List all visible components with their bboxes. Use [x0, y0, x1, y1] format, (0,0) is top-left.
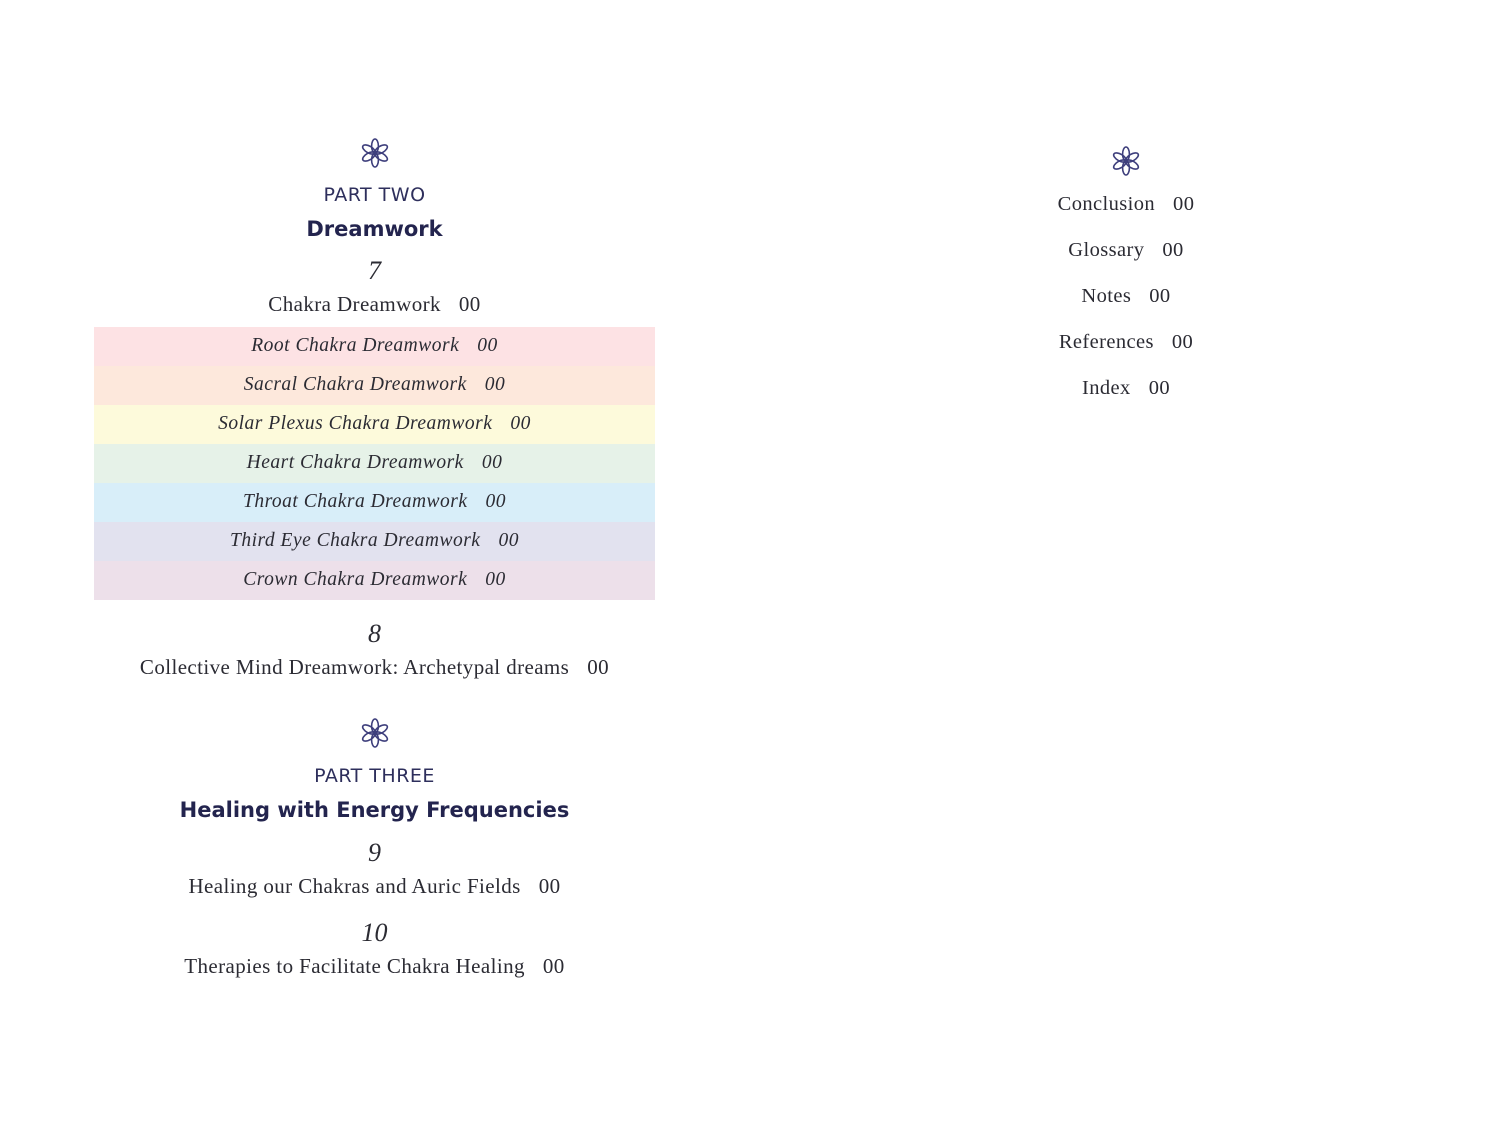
end-matter-index[interactable] — [970, 377, 1282, 400]
subsection-page: 00 — [481, 452, 503, 473]
chapter-7-entry[interactable] — [94, 292, 655, 317]
subsection-page: 00 — [485, 491, 507, 512]
end-matter-page: 00 — [1149, 285, 1171, 307]
chapter-8-entry[interactable] — [94, 655, 655, 680]
chakra-subsection-list — [94, 327, 655, 600]
chapter-7-number: 7 — [368, 256, 381, 285]
part-three-label: PART THREE — [314, 765, 435, 787]
subsection-page: 00 — [510, 413, 531, 434]
subsection-throat[interactable] — [94, 483, 655, 522]
flower-star-icon — [360, 718, 390, 748]
end-matter-title: References — [1058, 331, 1154, 353]
end-matter-page: 00 — [1148, 377, 1170, 399]
chapter-10-number: 10 — [361, 918, 388, 947]
flower-star-icon — [1111, 146, 1141, 176]
chapter-9-title: Healing our Chakras and Auric Fields — [188, 874, 521, 898]
part-three-title: Healing with Energy Frequencies — [179, 798, 570, 822]
chapter-8-page: 00 — [587, 655, 610, 679]
chapter-10-entry[interactable] — [94, 954, 655, 979]
right-page — [970, 0, 1282, 1125]
end-matter-references[interactable] — [970, 331, 1282, 354]
subsection-root[interactable] — [94, 327, 655, 366]
subsection-third-eye[interactable] — [94, 522, 655, 561]
end-matter-title: Glossary — [1068, 239, 1145, 261]
subsection-title: Root Chakra Dreamwork — [251, 335, 460, 356]
end-matter-title: Conclusion — [1057, 193, 1156, 215]
subsection-title: Throat Chakra Dreamwork — [242, 491, 468, 512]
subsection-page: 00 — [477, 335, 498, 356]
subsection-page: 00 — [484, 374, 506, 395]
end-matter-conclusion[interactable] — [970, 193, 1282, 216]
chapter-8-title: Collective Mind Dreamwork: Archetypal dreams — [139, 655, 570, 679]
chapter-9-number: 9 — [368, 838, 381, 867]
end-matter-notes[interactable] — [970, 285, 1282, 308]
subsection-solar-plexus[interactable] — [94, 405, 655, 444]
chapter-10-title: Therapies to Facilitate Chakra Healing — [184, 954, 525, 978]
chapter-9-page: 00 — [538, 874, 561, 898]
end-matter-glossary[interactable] — [970, 239, 1282, 262]
chapter-10-page: 00 — [542, 954, 565, 978]
chapter-9-entry[interactable] — [94, 874, 655, 899]
end-matter-title: Notes — [1081, 285, 1132, 307]
flower-star-icon — [360, 138, 390, 168]
chapter-8-number: 8 — [368, 619, 381, 648]
end-matter-title: Index — [1082, 377, 1131, 399]
subsection-page: 00 — [485, 569, 506, 590]
part-two-label: PART TWO — [323, 184, 426, 206]
subsection-title: Third Eye Chakra Dreamwork — [230, 530, 481, 551]
end-matter-page: 00 — [1162, 239, 1184, 261]
subsection-title: Sacral Chakra Dreamwork — [243, 374, 467, 395]
subsection-title: Crown Chakra Dreamwork — [243, 569, 468, 590]
subsection-title: Heart Chakra Dreamwork — [246, 452, 464, 473]
left-page — [94, 0, 655, 1125]
end-matter-page: 00 — [1173, 193, 1195, 215]
end-matter-page: 00 — [1171, 331, 1194, 353]
part-two-title: Dreamwork — [306, 217, 443, 241]
subsection-sacral[interactable] — [94, 366, 655, 405]
chapter-7-page: 00 — [458, 292, 481, 316]
chapter-7-title: Chakra Dreamwork — [268, 292, 441, 316]
subsection-heart[interactable] — [94, 444, 655, 483]
subsection-page: 00 — [498, 530, 519, 551]
subsection-crown[interactable] — [94, 561, 655, 600]
subsection-title: Solar Plexus Chakra Dreamwork — [218, 413, 493, 434]
